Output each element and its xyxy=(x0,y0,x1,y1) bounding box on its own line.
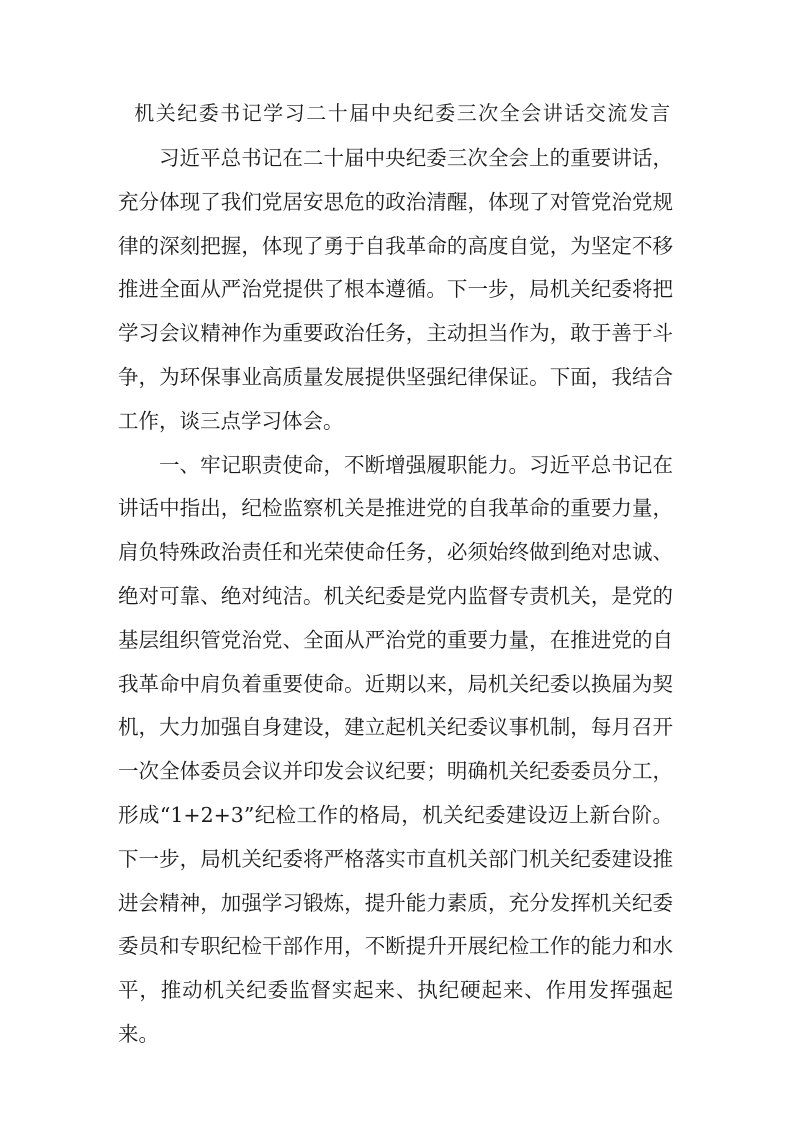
paragraph-section-one: 一、牢记职责使命，不断增强履职能力。习近平总书记在讲话中指出，纪检监察机关是推进党的自我革命的重要力量，肩负特殊政治责任和光荣使命任务，必须始终做到绝对忠诚、绝对可靠、绝对纯洁。机关纪委是党内监督专责机关，是党的基层组织管党治党、全面从严治党的重要力量，在推进党的自我革命中肩负着重要使命。近期以来，局机关纪委以换届为契机，大力加强自身建设，建立起机关纪委议事机制，每月召开一次全体委员会议并印发会议纪要；明确机关纪委委员分工，形成“1+2+3”纪检工作的格局，机关纪委建设迈上新台阶。下一步，局机关纪委将严格落实市直机关部门机关纪委建设推进会精神，加强学习锻炼，提升能力素质，充分发挥机关纪委委员和专职纪检干部作用，不断提升开展纪检工作的能力和水平，推动机关纪委监督实起来、执纪硬起来、作用发挥强起来。 xyxy=(118,452,673,1046)
paragraph-intro: 习近平总书记在二十届中央纪委三次全会上的重要讲话，充分体现了我们党居安思危的政治清醒，体现了对管党治党规律的深刻把握，体现了勇于自我革命的高度自觉，为坚定不移推进全面从严治党提供了根本遵循。下一步，局机关纪委将把学习会议精神作为重要政治任务，主动担当作为，敢于善于斗争，为环保事业高质量发展提供坚强纪律保证。下面，我结合工作，谈三点学习体会。 xyxy=(118,146,673,433)
document-body xyxy=(118,137,673,1057)
document-title: 机关纪委书记学习二十届中央纪委三次全会讲话交流发言 xyxy=(134,101,672,125)
